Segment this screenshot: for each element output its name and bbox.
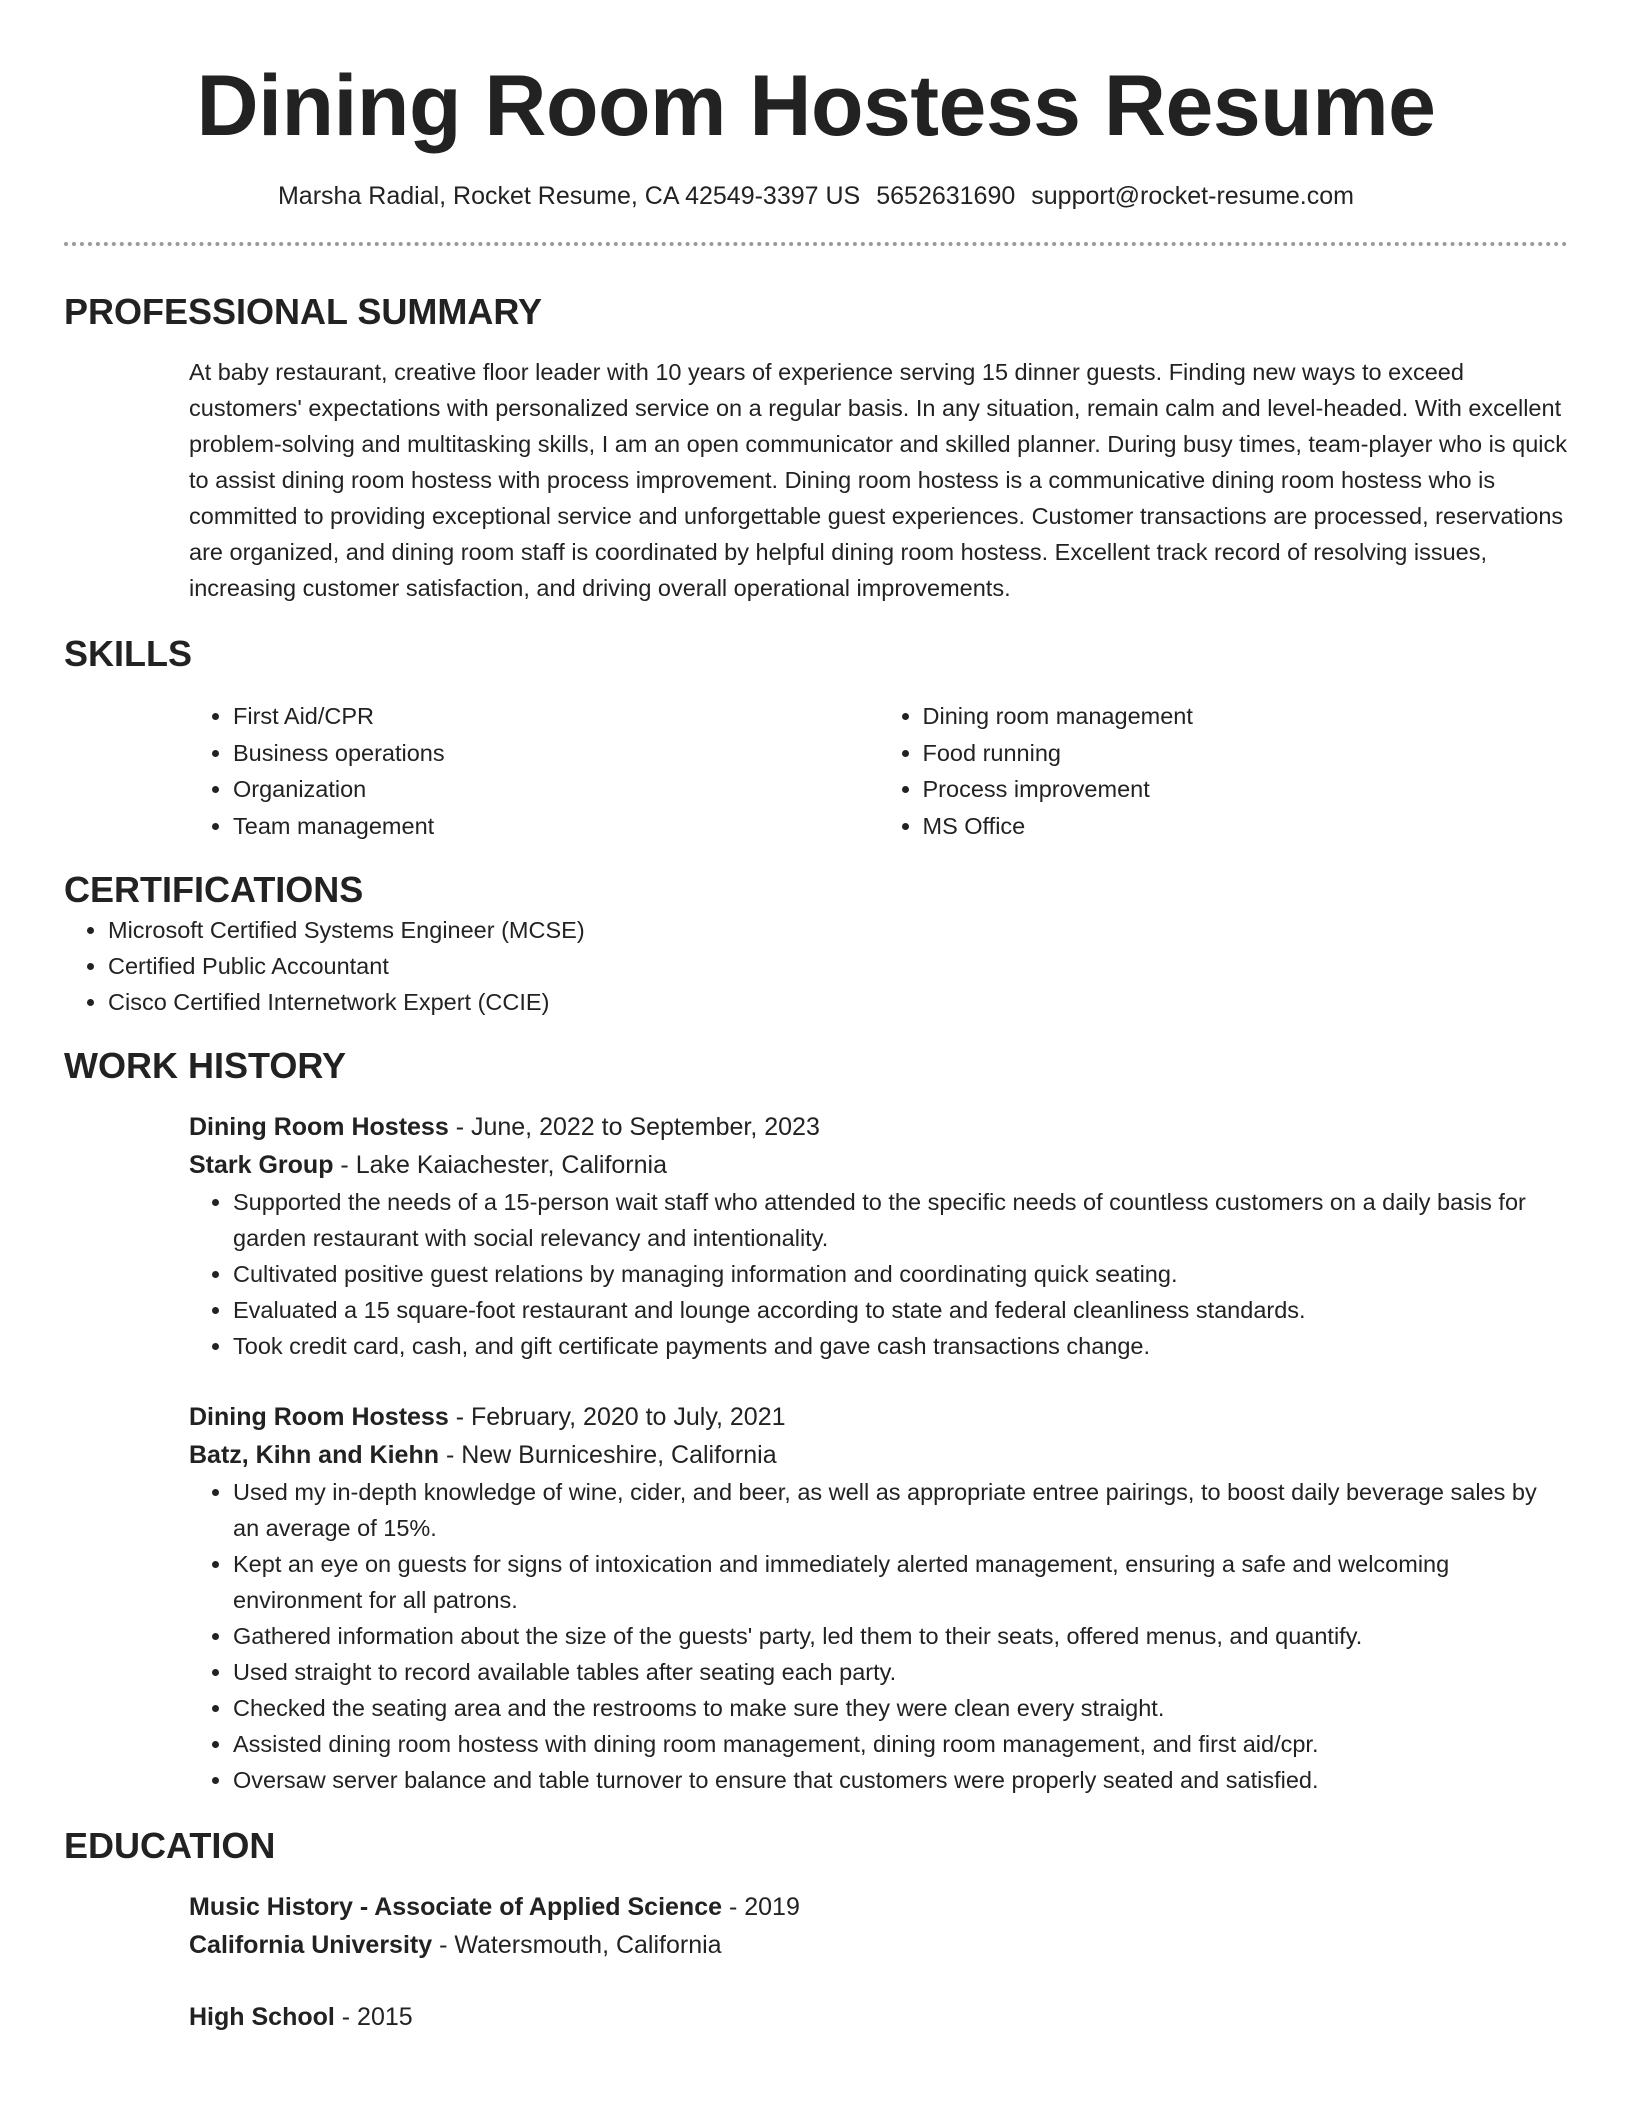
education-degree: Music History - Associate of Applied Science <box>189 1893 723 1921</box>
job-company: Stark Group <box>189 1151 334 1179</box>
job-entry <box>189 1108 1568 1364</box>
education-year: - 2015 <box>334 2003 413 2031</box>
job-bullets <box>189 1184 1568 1364</box>
job-bullet: • Cultivated positive guest relations by managing information and coordinating quick seating. <box>233 1256 1568 1292</box>
education-heading: EDUCATION <box>64 1825 276 1866</box>
job-bullet: • Used my in-depth knowledge of wine, cider, and beer, as well as appropriate entree pairings, to boost daily beverage sales by an average of 15%. <box>233 1474 1568 1546</box>
summary-heading: PROFESSIONAL SUMMARY <box>64 291 543 332</box>
job-dates: - February, 2020 to July, 2021 <box>448 1403 786 1431</box>
contact-line <box>64 180 1568 212</box>
education-school-line <box>189 1926 1568 1964</box>
job-title: Dining Room Hostess <box>189 1403 449 1431</box>
certification-item: • Microsoft Certified Systems Engineer (MCSE) <box>108 912 1568 948</box>
skill-item: • Process improvement <box>923 771 1569 808</box>
contact-email: support@rocket-resume.com <box>1031 182 1354 210</box>
job-entry <box>189 1398 1568 1798</box>
skill-item: • First Aid/CPR <box>233 698 879 735</box>
job-title-line <box>189 1398 1568 1436</box>
education-entry <box>189 1888 1568 1964</box>
job-title-line <box>189 1108 1568 1146</box>
job-bullet: • Kept an eye on guests for signs of intoxication and immediately alerted management, ensuring a safe and welcoming environment for all patrons. <box>233 1546 1568 1618</box>
education-degree-line <box>189 1888 1568 1926</box>
job-company-line <box>189 1436 1568 1474</box>
resume-page <box>64 0 1568 2036</box>
education-degree-line <box>189 1998 1568 2036</box>
skills-list-left <box>189 698 879 844</box>
contact-address: Marsha Radial, Rocket Resume, CA 42549-3397 US <box>277 182 861 210</box>
certification-item: • Cisco Certified Internetwork Expert (CCIE) <box>108 984 1568 1020</box>
skills-list-right <box>879 698 1569 844</box>
skills-heading: SKILLS <box>64 633 193 674</box>
skill-item: • Business operations <box>233 735 879 772</box>
certification-item: • Certified Public Accountant <box>108 948 1568 984</box>
job-bullet: • Assisted dining room hostess with dining room management, dining room management, and first aid/cpr. <box>233 1726 1568 1762</box>
resume-title: Dining Room Hostess Resume <box>196 58 1436 154</box>
skill-item: • Organization <box>233 771 879 808</box>
job-bullet: • Gathered information about the size of the guests' party, led them to their seats, offered menus, and quantify. <box>233 1618 1568 1654</box>
education-degree: High School <box>189 2003 335 2031</box>
contact-phone: 5652631690 <box>876 182 1016 210</box>
job-title: Dining Room Hostess <box>189 1113 449 1141</box>
job-company: Batz, Kihn and Kiehn <box>189 1441 439 1469</box>
job-company-line <box>189 1146 1568 1184</box>
job-location: - New Burniceshire, California <box>439 1441 777 1469</box>
summary-text: At baby restaurant, creative floor leader with 10 years of experience serving 15 dinner guests. Finding new ways to exceed customers' expectations with personalized service on a regular basis. In any situation, remain calm and level-headed. With excellent problem-solving and multitasking skills, I am an open communicator and skilled planner. During busy times, team-player who is quick to assist dining room hostess with process improvement. Dining room hostess is a communicative dining room hostess who is committed to providing exceptional service and unforgettable guest experiences. Customer transactions are processed, reservations are organized, and dining room staff is coordinated by helpful dining room hostess. Excellent track record of resolving issues, increasing customer satisfaction, and driving overall operational improvements. <box>189 359 1567 601</box>
job-bullet: • Took credit card, cash, and gift certificate payments and gave cash transactions change. <box>233 1328 1568 1364</box>
education-school: California University <box>189 1931 433 1959</box>
job-bullet: • Oversaw server balance and table turnover to ensure that customers were properly seated and satisfied. <box>233 1762 1568 1798</box>
job-location: - Lake Kaiachester, California <box>333 1151 667 1179</box>
skill-item: • Dining room management <box>923 698 1569 735</box>
education-location: - Watersmouth, California <box>432 1931 722 1959</box>
certifications-list <box>64 912 1568 1020</box>
header-divider <box>64 242 1568 246</box>
certifications-heading: CERTIFICATIONS <box>64 869 364 910</box>
job-dates: - June, 2022 to September, 2023 <box>448 1113 820 1141</box>
job-bullet: • Checked the seating area and the restrooms to make sure they were clean every straight. <box>233 1690 1568 1726</box>
skills-grid <box>189 698 1568 844</box>
skill-item: • Food running <box>923 735 1569 772</box>
education-entry <box>189 1998 1568 2036</box>
work-history-heading: WORK HISTORY <box>64 1045 347 1086</box>
job-bullet: • Used straight to record available tables after seating each party. <box>233 1654 1568 1690</box>
job-bullets <box>189 1474 1568 1798</box>
skill-item: • Team management <box>233 808 879 845</box>
skill-item: • MS Office <box>923 808 1569 845</box>
job-bullet: • Evaluated a 15 square-foot restaurant and lounge according to state and federal cleanliness standards. <box>233 1292 1568 1328</box>
education-year: - 2019 <box>722 1893 800 1921</box>
job-bullet: • Supported the needs of a 15-person wait staff who attended to the specific needs of countless customers on a daily basis for garden restaurant with social relevancy and intentionality. <box>233 1184 1568 1256</box>
